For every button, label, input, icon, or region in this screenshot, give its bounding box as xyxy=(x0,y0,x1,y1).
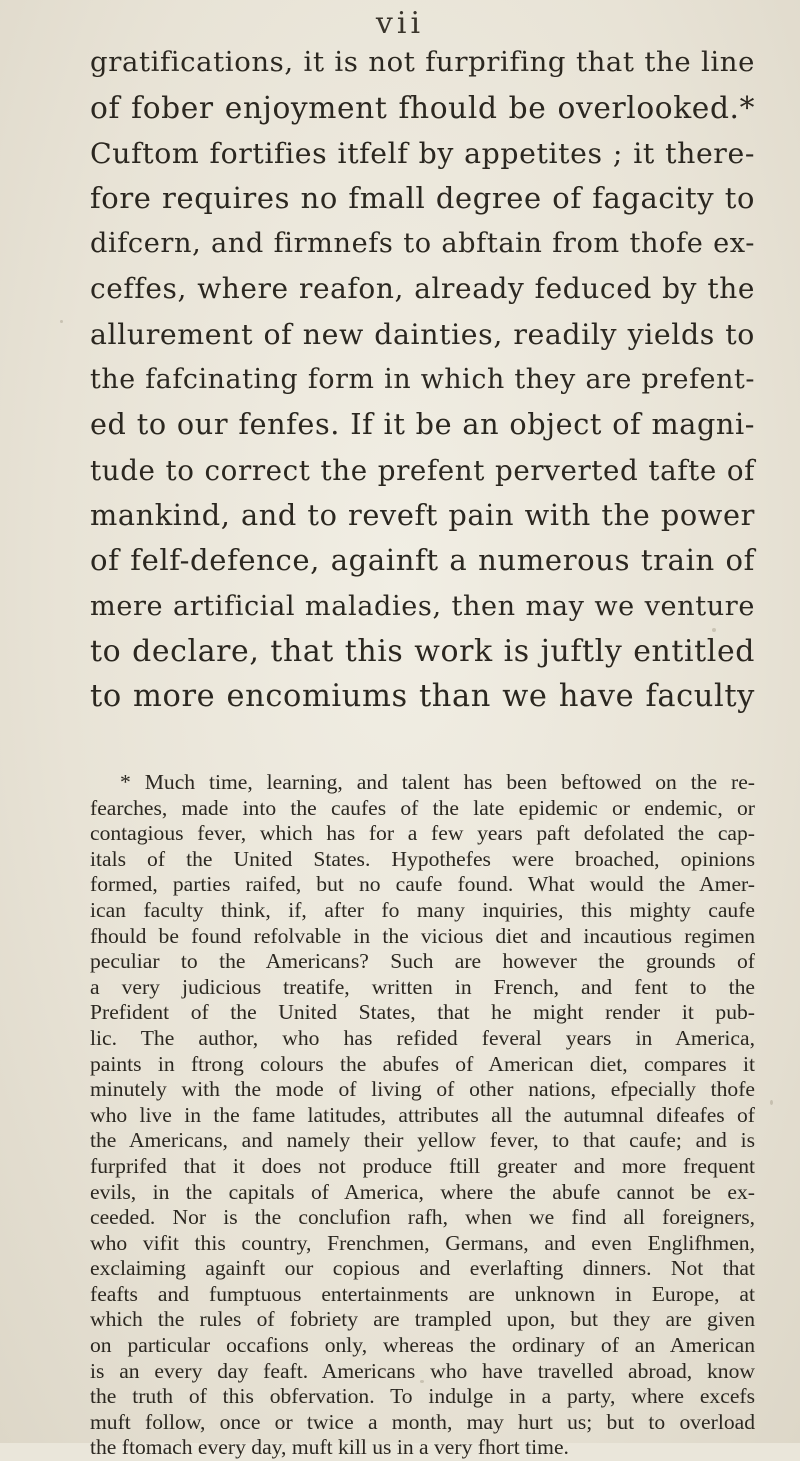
footnote-line: the truth of this obfervation. To indulge in a party, where excefs xyxy=(90,1384,755,1409)
footnote-line: minutely with the mode of living of other nations, efpecially thofe xyxy=(90,1077,755,1102)
body-line: mere artificial maladies, then may we venture xyxy=(90,590,755,622)
body-line: to more encomiums than we have faculty xyxy=(90,679,755,715)
body-line: fore requires no fmall degree of fagacity to xyxy=(90,180,755,215)
footnote-line: on particular occafions only, whereas the ordinary of an American xyxy=(90,1333,755,1358)
paper-speck xyxy=(60,320,63,323)
footnote-line: ican faculty think, if, after fo many inquiries, this mighty caufe xyxy=(90,897,755,922)
footnote xyxy=(90,770,755,1461)
footnote-line: formed, parties raifed, but no caufe found. What would the Amer- xyxy=(90,872,755,897)
footnote-line: exclaiming againft our copious and everlafting dinners. Not that xyxy=(90,1256,755,1281)
footnote-line: the ftomach every day, muft kill us in a very fhort time. xyxy=(90,1435,569,1460)
footnote-line: peculiar to the Americans? Such are however the grounds of xyxy=(90,949,755,974)
footnote-line: lic. The author, who has refided feveral years in America, xyxy=(90,1025,755,1050)
footnote-line: itals of the United States. Hypothefes were broached, opinions xyxy=(90,846,755,871)
footnote-line: ceeded. Nor is the conclufion rafh, when we find all foreigners, xyxy=(90,1205,755,1230)
footnote-line: muft follow, once or twice a month, may hurt us; but to overload xyxy=(90,1409,755,1434)
body-text xyxy=(90,40,755,719)
page-folio: vii xyxy=(375,6,425,41)
paper-speck xyxy=(712,628,716,632)
footnote-line: who live in the fame latitudes, attributes all the autumnal difeafes of xyxy=(90,1102,755,1127)
body-line: the fafcinating form in which they are prefent- xyxy=(90,364,755,396)
body-line: mankind, and to reveft pain with the power xyxy=(90,497,755,532)
body-line: of fober enjoyment fhould be overlooked.* xyxy=(90,90,755,126)
footnote-line: furprifed that it does not produce ftill greater and more frequent xyxy=(90,1153,755,1178)
body-line: Cuftom fortifies itfelf by appetites ; it there- xyxy=(90,136,755,170)
footnote-line: who vifit this country, Frenchmen, Germans, and even Englifhmen, xyxy=(90,1230,755,1255)
footnote-line: fhould be found refolvable in the vicious diet and incautious regimen xyxy=(90,923,755,948)
body-line: of felf-defence, againft a numerous train of xyxy=(90,543,755,578)
footnote-line: which the rules of fobriety are trampled upon, but they are given xyxy=(90,1307,755,1332)
footnote-line: feafts and fumptuous entertainments are unknown in Europe, at xyxy=(90,1281,755,1306)
footnote-line: Prefident of the United States, that he might render it pub- xyxy=(90,1000,755,1025)
footnote-line: evils, in the capitals of America, where the abufe cannot be ex- xyxy=(90,1179,755,1204)
body-line: gratifications, it is not furprifing that the line xyxy=(90,46,755,78)
footnote-line: a very judicious treatife, written in French, and fent to the xyxy=(90,974,755,999)
body-paragraph xyxy=(90,40,755,719)
body-line: tude to correct the prefent perverted tafte of xyxy=(90,453,755,487)
footnote-line: paints in ftrong colours the abufes of American diet, compares it xyxy=(90,1051,755,1076)
footnote-line: * Much time, learning, and talent has been beftowed on the re- xyxy=(120,770,755,794)
body-line: allurement of new dainties, readily yields to xyxy=(90,317,755,351)
body-line: to declare, that this work is juftly entitled xyxy=(90,633,755,669)
body-line: ceffes, where reafon, already feduced by the xyxy=(90,272,755,306)
body-line: difcern, and firmnefs to abftain from thofe ex- xyxy=(90,228,755,260)
paper-speck xyxy=(770,1100,773,1105)
footnote-line: fearches, made into the caufes of the late epidemic or endemic, or xyxy=(90,795,755,820)
footnote-line: is an every day feaft. Americans who have travelled abroad, know xyxy=(90,1358,755,1383)
paper-speck xyxy=(420,1380,424,1383)
footnote-line: contagious fever, which has for a few years paft defolated the cap- xyxy=(90,821,755,846)
body-line: ed to our fenfes. If it be an object of magni- xyxy=(90,407,755,442)
footnote-line: the Americans, and namely their yellow fever, to that caufe; and is xyxy=(90,1128,755,1153)
